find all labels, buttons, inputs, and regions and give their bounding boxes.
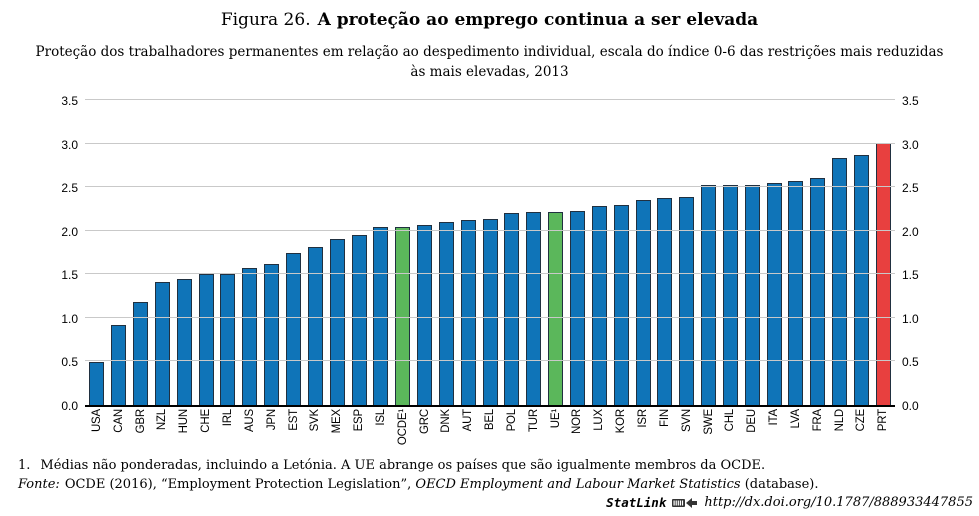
y-tick-right-0.0: 0.0 [902,399,919,413]
y-tick-right-1.5: 1.5 [902,268,919,283]
bar-HUN [177,279,192,405]
x-label-ISR: ISR [637,409,650,428]
x-label-slot [173,409,195,461]
x-label-slot [829,409,851,461]
x-label-slot [436,409,458,461]
x-label-slot [588,409,610,461]
bar-slot [173,100,195,405]
bar-slot [108,100,130,405]
x-label-TUR: TUR [527,409,540,433]
x-label-slot [545,409,567,461]
footnote-1 [18,458,968,473]
x-label-HUN: HUN [178,409,191,434]
bar-IRL [220,274,235,405]
bar-CHL [723,185,738,405]
x-label-slot [457,409,479,461]
bar-LVA [788,181,803,405]
x-label-GBR: GBR [134,409,147,434]
x-label-slot [610,409,632,461]
x-label-slot [261,409,283,461]
bar-slot [588,100,610,405]
x-label-slot [326,409,348,461]
gridline-3.0 [85,143,895,144]
bar-POL [504,213,519,405]
x-label-CHE: CHE [200,409,213,433]
bar-slot [698,100,720,405]
x-label-slot [719,409,741,461]
gridline-3.5 [85,99,895,100]
y-tick-left-3.0: 3.0 [61,137,78,152]
bar-slot [763,100,785,405]
bar-CHE [199,274,214,405]
bar-slot [414,100,436,405]
bar-slot [326,100,348,405]
x-label-slot [698,409,720,461]
bar-slot [741,100,763,405]
x-label-slot [501,409,523,461]
y-tick-left-2.0: 2.0 [61,224,78,239]
x-label-slot [348,409,370,461]
x-label-slot [414,409,436,461]
x-label-NOR: NOR [571,409,584,434]
x-label-slot [523,409,545,461]
bar-KOR [614,205,629,405]
x-label-FIN: FIN [658,409,671,427]
x-label-NLD: NLD [833,409,846,432]
x-label-MEX: MEX [331,409,344,434]
gridline-0.5 [85,360,895,361]
bar-slot [545,100,567,405]
gridline-1.5 [85,273,895,274]
bar-slot [392,100,414,405]
x-label-slot [217,409,239,461]
bar-slot [479,100,501,405]
source-label: Fonte: [18,477,60,492]
bar-slot [567,100,589,405]
footnote-marker: 1. [18,458,31,473]
x-label-OCDE¹: OCDE¹ [396,409,409,446]
bar-slot [130,100,152,405]
x-label-slot [763,409,785,461]
bar-FRA [810,178,825,405]
x-label-UE¹: UE¹ [549,409,562,429]
x-label-LUX: LUX [593,409,606,431]
x-label-slot [108,409,130,461]
x-label-SVK: SVK [309,409,322,432]
y-tick-left-1.5: 1.5 [61,268,78,283]
y-tick-right-2.0: 2.0 [902,224,919,239]
y-tick-left-0.5: 0.5 [61,355,78,370]
bar-slot [501,100,523,405]
y-tick-left-1.0: 1.0 [61,311,78,326]
x-label-LVA: LVA [789,409,802,429]
bar-UE¹ [548,212,563,405]
bar-slot [261,100,283,405]
bar-slot [610,100,632,405]
bar-EST [286,253,301,405]
x-label-slot [392,409,414,461]
x-label-slot [632,409,654,461]
source-part2: (database). [740,477,819,492]
bar-slot [195,100,217,405]
bar-TUR [526,212,541,405]
bar-slot [217,100,239,405]
bar-CZE [854,155,869,405]
bar-JPN [264,264,279,405]
x-label-ESP: ESP [353,409,366,432]
x-label-slot [741,409,763,461]
bar-slot [239,100,261,405]
bar-DEU [745,185,760,405]
bar-slot [872,100,894,405]
x-label-EST: EST [287,409,300,431]
x-label-DNK: DNK [440,409,453,433]
x-label-slot [152,409,174,461]
bar-NLD [832,158,847,405]
x-label-slot [195,409,217,461]
x-label-BEL: BEL [484,409,497,431]
bar-slot [829,100,851,405]
bar-USA [89,362,104,405]
bar-slot [86,100,108,405]
bar-slot [304,100,326,405]
x-label-slot [370,409,392,461]
x-label-slot [304,409,326,461]
x-label-PRT: PRT [877,409,890,432]
bar-slot [348,100,370,405]
figure-number: Figura 26. [220,10,311,30]
x-label-SWE: SWE [702,409,715,435]
x-label-FRA: FRA [811,409,824,432]
bar-AUT [461,220,476,405]
bar-slot [807,100,829,405]
x-label-ISL: ISL [374,409,387,426]
bar-slot [676,100,698,405]
x-label-slot [239,409,261,461]
x-label-CAN: CAN [112,409,125,433]
y-tick-right-2.5: 2.5 [902,181,919,196]
x-label-DEU: DEU [746,409,759,433]
y-tick-right-1.0: 1.0 [902,311,919,326]
x-label-AUS: AUS [243,409,256,433]
statlink-row [606,495,973,510]
x-label-JPN: JPN [265,409,278,431]
bar-slot [152,100,174,405]
x-label-NZL: NZL [156,409,169,431]
bar-slot [719,100,741,405]
bar-slot [785,100,807,405]
bar-BEL [483,219,498,405]
bar-slot [654,100,676,405]
bar-slot [370,100,392,405]
y-tick-right-3.5: 3.5 [902,94,919,108]
x-label-slot [479,409,501,461]
bar-SVK [308,247,323,405]
figure-subtitle: Proteção dos trabalhadores permanentes em relação ao despedimento individual, escala do índice 0-6 das restrições mais reduzidas às mais elevadas, 2013 [35,44,944,80]
x-label-slot [283,409,305,461]
statlink-url[interactable]: http://dx.doi.org/10.1787/888933447855 [704,495,973,510]
bar-NZL [155,282,170,405]
source-part1: OCDE (2016), “Employment Protection Legislation”, [64,477,416,492]
bar-FIN [657,198,672,405]
x-label-slot [785,409,807,461]
x-label-slot [807,409,829,461]
bar-slot [457,100,479,405]
y-tick-left-2.5: 2.5 [61,181,78,196]
x-label-IRL: IRL [221,409,234,427]
bar-GRC [417,225,432,405]
bar-ISR [636,200,651,405]
x-label-slot [654,409,676,461]
bar-MEX [330,239,345,405]
bar-ITA [767,183,782,405]
y-tick-right-3.0: 3.0 [902,137,919,152]
bar-AUS [242,268,257,405]
bars-container [85,100,895,405]
bar-chart-plot-area [61,94,919,413]
bar-slot [283,100,305,405]
gridline-2.0 [85,230,895,231]
x-label-slot [86,409,108,461]
gridline-1.0 [85,317,895,318]
x-label-ITA: ITA [768,409,781,426]
x-label-slot [676,409,698,461]
x-label-SVN: SVN [680,409,693,433]
bar-SWE [701,185,716,405]
source-database-title: OECD Employment and Labour Market Statistics [415,477,741,492]
bar-NOR [570,211,585,405]
x-label-GRC: GRC [418,409,431,434]
bar-DNK [439,222,454,405]
y-tick-left-0.0: 0.0 [61,399,78,413]
bar-slot [632,100,654,405]
gridline-2.5 [85,186,895,187]
bar-SVN [679,197,694,405]
x-label-CHL: CHL [724,409,737,432]
x-label-USA: USA [90,409,103,433]
figure-title-text: A proteção ao emprego continua a ser elevada [317,10,759,30]
figure-title [0,10,979,30]
bar-ESP [352,235,367,405]
bar-slot [851,100,873,405]
x-label-slot [567,409,589,461]
footnote-text: Médias não ponderadas, incluindo a Letónia. A UE abrange os países que são igualmente membros da OCDE. [40,458,766,473]
y-tick-left-3.5: 3.5 [61,94,78,108]
x-axis-labels [85,409,895,461]
bar-slot [436,100,458,405]
statlink-icon [672,497,698,509]
source-line [18,477,968,492]
x-label-CZE: CZE [855,409,868,432]
x-label-slot [130,409,152,461]
x-label-POL: POL [505,409,518,432]
x-label-slot [872,409,894,461]
statlink-label: StatLink [606,495,667,510]
bar-CAN [111,325,126,405]
x-label-KOR: KOR [615,409,628,434]
y-tick-right-0.5: 0.5 [902,355,919,370]
bar-slot [523,100,545,405]
x-label-AUT: AUT [462,409,475,432]
x-label-slot [851,409,873,461]
bar-LUX [592,206,607,405]
